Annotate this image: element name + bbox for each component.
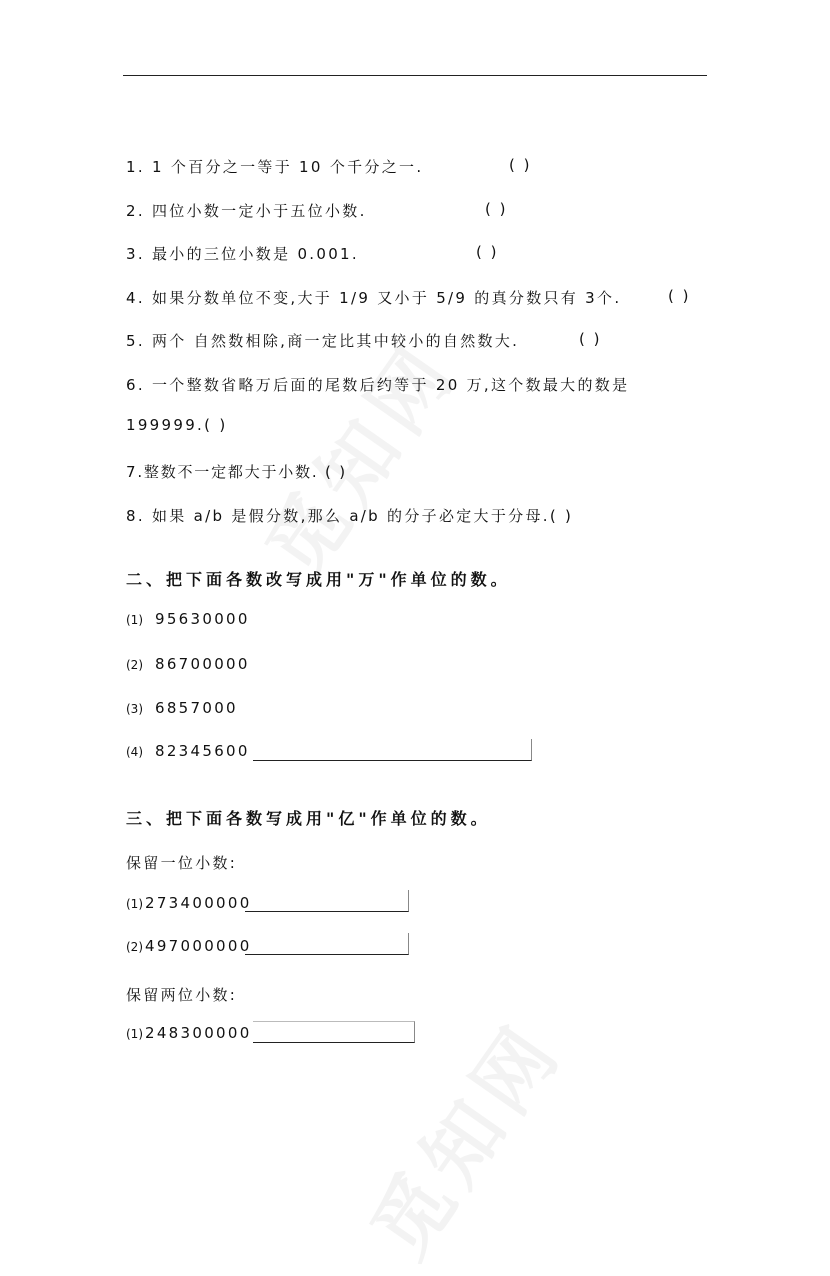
item-value: 248300000: [145, 1024, 252, 1042]
watermark-top: [235, 316, 478, 597]
judgement-item-1: 1. 1 个百分之一等于 10 个千分之一.: [126, 158, 424, 176]
answer-paren-1[interactable]: ( ): [509, 156, 532, 174]
section-3-item-2: [126, 937, 252, 955]
judgement-item-7: 7.整数不一定都大于小数. ( ): [126, 463, 347, 481]
section-2-heading: 二、把下面各数改写成用"万"作单位的数。: [126, 570, 511, 589]
answer-paren-3[interactable]: ( ): [476, 243, 499, 261]
item-number: (2): [126, 940, 143, 954]
judgement-item-6-cont: 199999.( ): [126, 416, 228, 434]
item-number: (1): [126, 897, 143, 911]
item-number: (1): [126, 613, 143, 627]
answer-paren-5[interactable]: ( ): [579, 330, 602, 348]
item-number: (4): [126, 745, 143, 759]
subheading-two-decimals: 保留两位小数:: [126, 986, 238, 1004]
section-3-item-3: [126, 1024, 252, 1042]
section-2-item-1: [126, 610, 250, 628]
header-rule: [123, 75, 707, 76]
answer-blank-s2-4[interactable]: [253, 739, 532, 761]
item-number: (3): [126, 702, 143, 716]
section-2-item-4: [126, 742, 250, 760]
item-value: 86700000: [155, 655, 250, 673]
section-2-item-2: [126, 655, 250, 673]
item-number: (1): [126, 1027, 143, 1041]
section-3-heading: 三、把下面各数写成用"亿"作单位的数。: [126, 809, 491, 828]
judgement-item-3: 3. 最小的三位小数是 0.001.: [126, 245, 359, 263]
subheading-one-decimal: 保留一位小数:: [126, 854, 238, 872]
judgement-item-4: 4. 如果分数单位不变,大于 1/9 又小于 5/9 的真分数只有 3个.: [126, 289, 622, 307]
item-value: 95630000: [155, 610, 250, 628]
item-value: 82345600: [155, 742, 250, 760]
item-number: (2): [126, 658, 143, 672]
judgement-item-2: 2. 四位小数一定小于五位小数.: [126, 202, 367, 220]
section-3-item-1: [126, 894, 252, 912]
judgement-item-8: 8. 如果 a/b 是假分数,那么 a/b 的分子必定大于分母.( ): [126, 507, 574, 525]
section-2-item-3: [126, 699, 238, 717]
judgement-item-6: 6. 一个整数省略万后面的尾数后约等于 20 万,这个数最大的数是: [126, 376, 630, 394]
item-value: 273400000: [145, 894, 252, 912]
judgement-item-5: 5. 两个 自然数相除,商一定比其中较小的自然数大.: [126, 332, 520, 350]
answer-blank-s3-2[interactable]: [245, 933, 409, 955]
item-value: 497000000: [145, 937, 252, 955]
answer-paren-2[interactable]: ( ): [485, 200, 508, 218]
answer-blank-s3-3[interactable]: [253, 1021, 415, 1043]
item-value: 6857000: [155, 699, 238, 717]
answer-paren-4[interactable]: ( ): [668, 287, 691, 305]
answer-blank-s3-1[interactable]: [245, 890, 409, 912]
